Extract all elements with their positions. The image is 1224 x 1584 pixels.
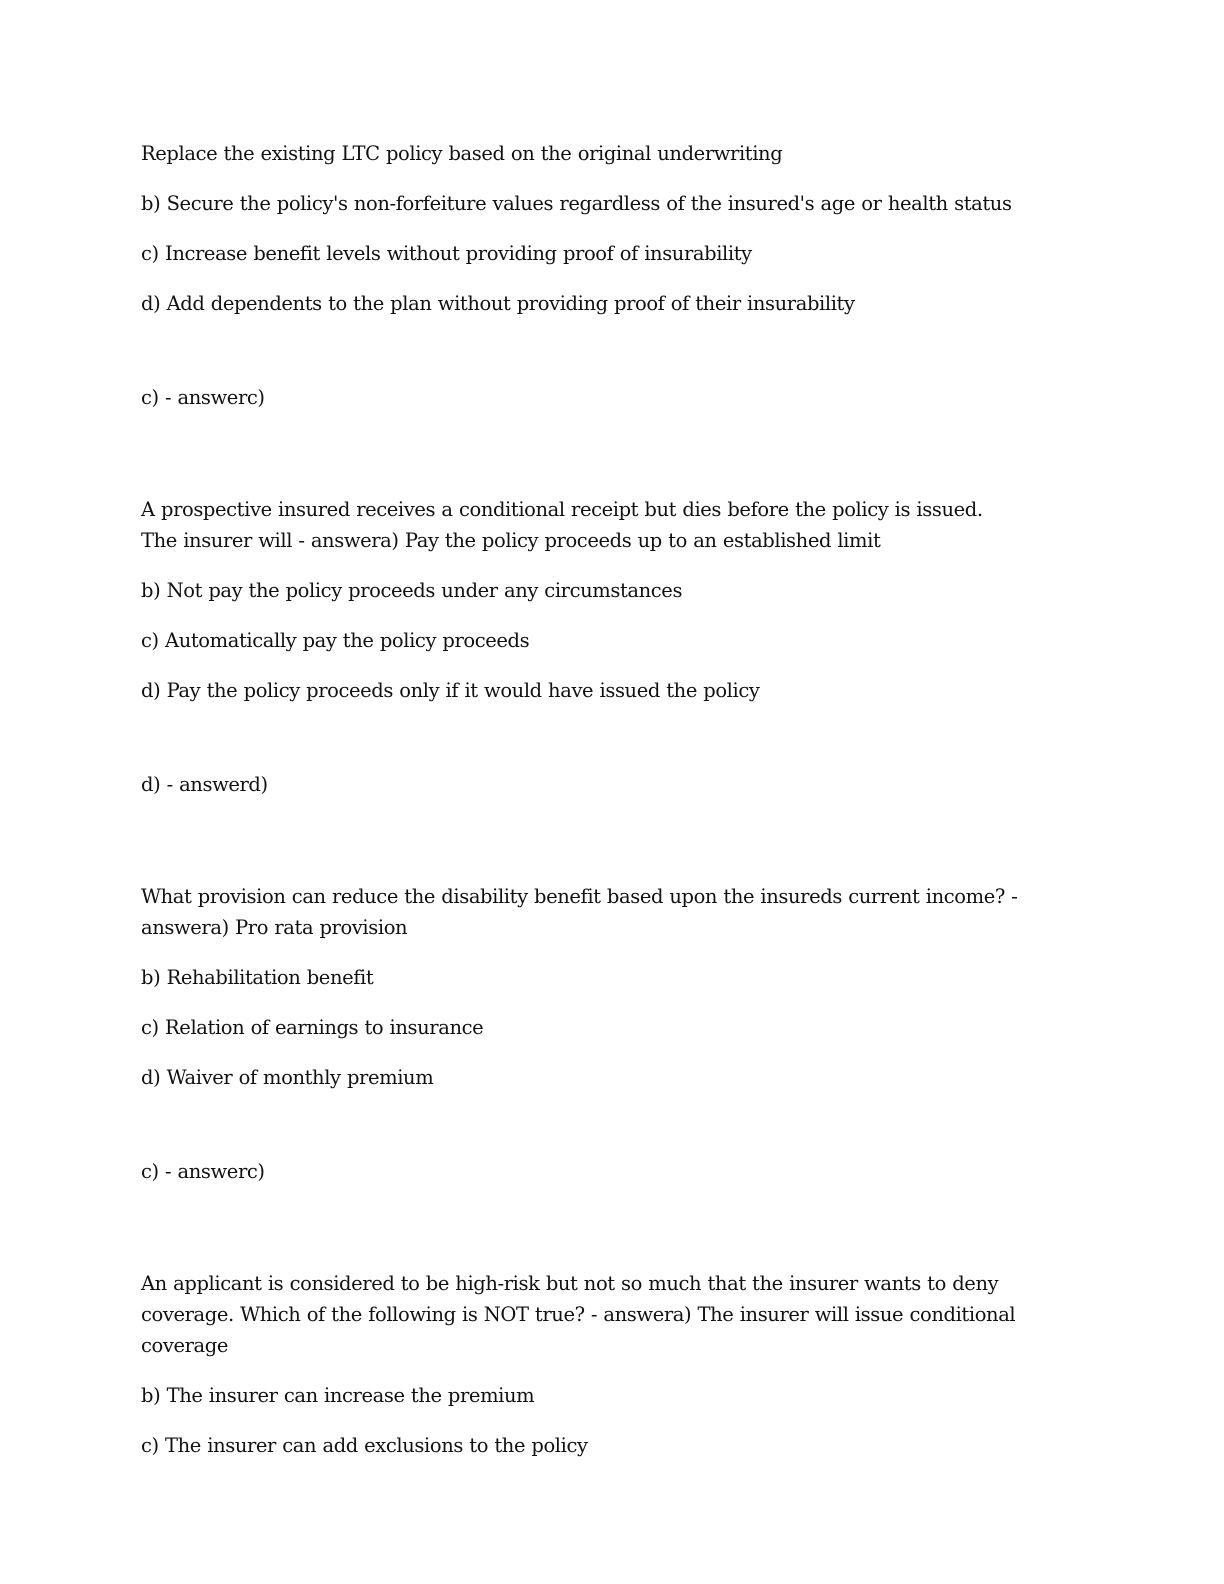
option-text: c) Relation of earnings to insurance bbox=[141, 1016, 484, 1039]
option-text: b) The insurer can increase the premium bbox=[141, 1384, 535, 1407]
option-text: d) Pay the policy proceeds only if it would have issued the policy bbox=[141, 679, 760, 702]
option-text: c) Automatically pay the policy proceeds bbox=[141, 629, 530, 652]
option-text: c) The insurer can add exclusions to the policy bbox=[141, 1434, 588, 1457]
option-text: b) Rehabilitation benefit bbox=[141, 966, 374, 989]
answer-text: c) - answerc) bbox=[141, 386, 265, 409]
question-text: An applicant is considered to be high-risk but not so much that the insurer wants to deny coverage. Which of the following is NOT true? - answera) The insurer will issue conditional coverage bbox=[141, 1272, 1016, 1357]
option-text: b) Not pay the policy proceeds under any circumstances bbox=[141, 579, 683, 602]
option-text: d) Add dependents to the plan without providing proof of their insurability bbox=[141, 292, 855, 315]
option-text: d) Waiver of monthly premium bbox=[141, 1066, 434, 1089]
option-text: Replace the existing LTC policy based on the original underwriting bbox=[141, 142, 783, 165]
question-text: What provision can reduce the disability benefit based upon the insureds current income? - answera) Pro rata provision bbox=[141, 885, 1018, 939]
answer-text: c) - answerc) bbox=[141, 1160, 265, 1183]
document-page bbox=[141, 138, 1021, 1480]
answer-text: d) - answerd) bbox=[141, 773, 268, 796]
option-text: b) Secure the policy's non-forfeiture values regardless of the insured's age or health status bbox=[141, 192, 1012, 215]
question-text: A prospective insured receives a conditional receipt but dies before the policy is issued. The insurer will - answera) Pay the policy proceeds up to an established limit bbox=[141, 498, 983, 552]
option-text: c) Increase benefit levels without providing proof of insurability bbox=[141, 242, 752, 265]
